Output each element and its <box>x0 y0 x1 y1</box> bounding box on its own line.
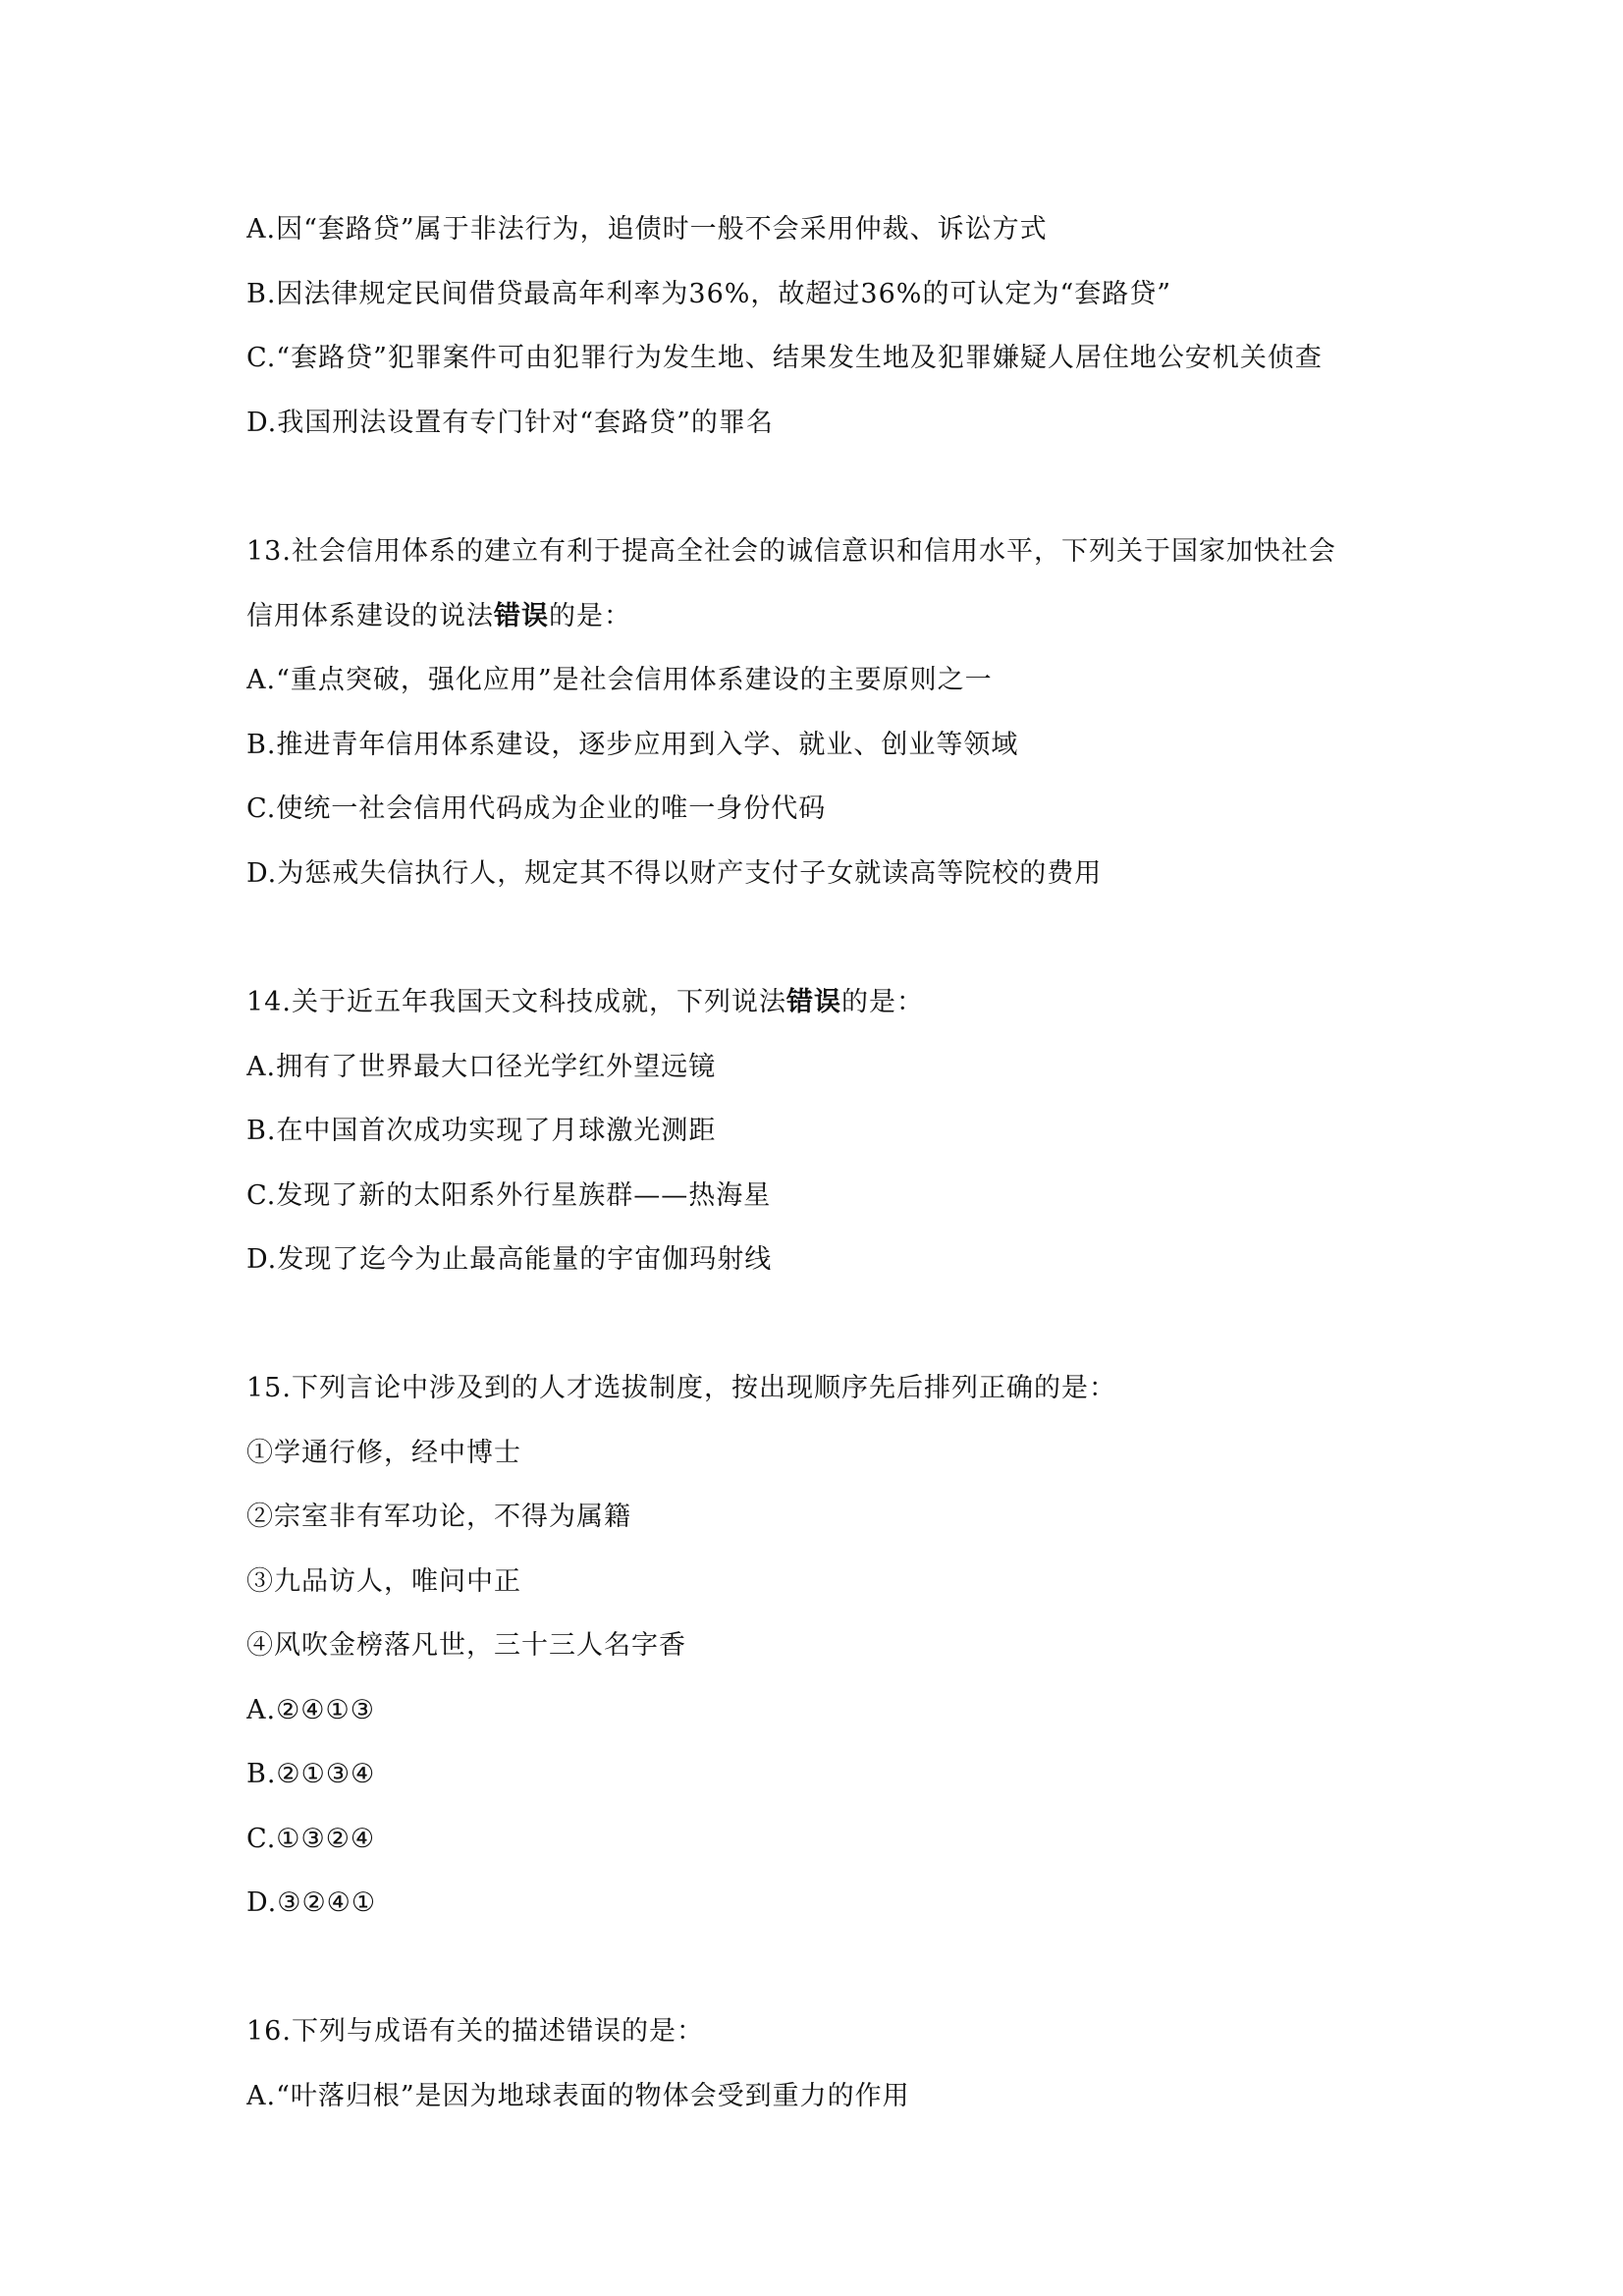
q13-stem-bold: 错误 <box>494 601 549 631</box>
q16-option-a: A.“叶落归根”是因为地球表面的物体会受到重力的作用 <box>246 2081 910 2111</box>
q14-option-a: A.拥有了世界最大口径光学红外望远镜 <box>246 1052 717 1082</box>
q15-stem: 15.下列言论中涉及到的人才选拔制度，按出现顺序先后排列正确的是： <box>246 1373 1116 1403</box>
q15-option-c: C.①③②④ <box>246 1824 376 1854</box>
q13-stem-post: 的是： <box>549 601 631 631</box>
q13-option-a: A.“重点突破，强化应用”是社会信用体系建设的主要原则之一 <box>246 665 993 695</box>
q14-stem-post: 的是： <box>840 987 924 1017</box>
q13-option-d: D.为惩戒失信执行人，规定其不得以财产支付子女就读高等院校的费用 <box>246 858 1103 889</box>
q12-option-a: A.因“套路贷”属于非法行为，追债时一般不会采用仲裁、诉讼方式 <box>246 214 1048 245</box>
q15-option-d: D.③②④① <box>246 1887 377 1918</box>
q15-item-2: ②宗室非有军功论，不得为属籍 <box>246 1502 631 1532</box>
q14-stem-bold: 错误 <box>785 987 841 1017</box>
q12-option-c: C.“套路贷”犯罪案件可由犯罪行为发生地、结果发生地及犯罪嫌疑人居住地公安机关侦查 <box>246 343 1323 373</box>
q15-item-1: ①学通行修，经中博士 <box>246 1438 521 1468</box>
q14-stem <box>246 983 1405 1022</box>
q14-stem-pre: 14.关于近五年我国天文科技成就，下列说法 <box>246 987 786 1017</box>
q15-option-a: A.②④①③ <box>246 1695 375 1725</box>
q13-stem-pre: 信用体系建设的说法 <box>246 601 494 631</box>
q16-stem: 16.下列与成语有关的描述错误的是： <box>246 2016 704 2047</box>
q12-option-d: D.我国刑法设置有专门针对“套路贷”的罪名 <box>246 408 774 438</box>
q15-option-b: B.②①③④ <box>246 1759 376 1789</box>
q14-option-c: C.发现了新的太阳系外行星族群——热海星 <box>246 1180 772 1211</box>
q12-option-b: B.因法律规定民间借贷最高年利率为36%，故超过36%的可认定为“套路贷” <box>246 279 1172 309</box>
q14-option-b: B.在中国首次成功实现了月球激光测距 <box>246 1116 717 1146</box>
q13-stem-line2 <box>246 597 1405 636</box>
q13-option-b: B.推进青年信用体系建设，逐步应用到入学、就业、创业等领域 <box>246 730 1019 760</box>
q13-option-c: C.使统一社会信用代码成为企业的唯一身份代码 <box>246 793 827 824</box>
q14-option-d: D.发现了迄今为止最高能量的宇宙伽玛射线 <box>246 1244 773 1275</box>
q15-item-3: ③九品访人，唯问中正 <box>246 1566 521 1597</box>
q15-item-4: ④风吹金榜落凡世，三十三人名字香 <box>246 1630 686 1661</box>
q13-stem-line1: 13.社会信用体系的建立有利于提高全社会的诚信意识和信用水平，下列关于国家加快社会 <box>246 536 1336 567</box>
